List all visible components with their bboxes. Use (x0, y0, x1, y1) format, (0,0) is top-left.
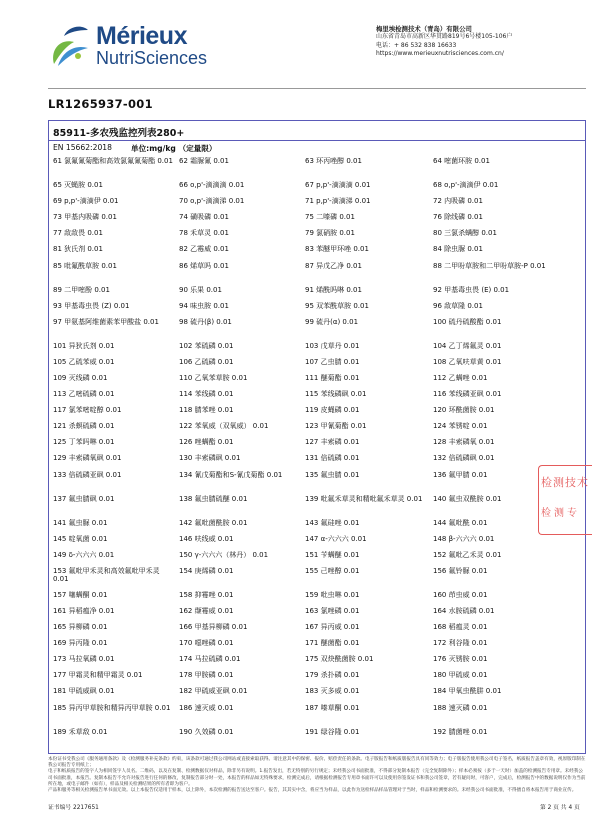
analyte-cell: 103 戊草丹 0.01 (305, 341, 360, 350)
table-title: 85911-多农残监控列表280+ (53, 128, 185, 139)
analyte-cell: 92 甲基毒虫畏 (E) 0.01 (433, 285, 510, 294)
analyte-cell: 156 氟铃脲 0.01 (433, 566, 488, 575)
analyte-cell: 177 甲霜灵和精甲霜灵 0.01 (53, 671, 143, 680)
analyte-cell: 141 氟虫脲 0.01 (53, 518, 108, 527)
analyte-cell: 159 吡虫啉 0.01 (305, 590, 360, 599)
analyte-cell: 191 绿谷隆 0.01 (305, 727, 360, 736)
analyte-cell: 142 氟吡菌酰胺 0.01 (179, 518, 248, 527)
analyte-cell: 157 噻螨酮 0.01 (53, 590, 108, 599)
analyte-cell: 126 唑螨酯 0.01 (179, 438, 234, 447)
analyte-cell: 148 β-六六六 0.01 (433, 534, 495, 543)
analyte-cell: 182 甲硫威亚砜 0.01 (179, 687, 248, 696)
analyte-cell: 64 嘧菌环胺 0.01 (433, 157, 490, 165)
analyte-cell: 123 甲氰菊酯 0.01 (305, 422, 367, 431)
analyte-cell: 137 氟虫腈砜 0.01 (53, 494, 115, 503)
header-divider (48, 88, 586, 89)
analyte-cell: 154 庚烯磷 0.01 (179, 566, 234, 575)
analyte-cell: 69 p,p'-滴滴伊 0.01 (53, 197, 119, 206)
analyte-cell: 149 δ-六六六 0.01 (53, 550, 115, 559)
analyte-cell: 146 呋线威 0.01 (179, 534, 234, 543)
analyte-cell: 155 己唑醇 0.01 (305, 566, 360, 575)
analyte-cell: 168 稻瘟灵 0.01 (433, 623, 488, 631)
analyte-cell: 90 乐果 0.01 (179, 285, 222, 294)
merieux-logo-icon (48, 20, 94, 70)
analyte-cell: 81 狄氏剂 0.01 (53, 245, 103, 254)
analyte-cell: 185 异丙甲草胺和精异丙甲草胺 0.01 (53, 703, 171, 712)
analyte-cell: 118 腈苯唑 0.01 (179, 406, 234, 415)
analyte-cell: 138 氟虫腈硫醚 0.01 (179, 494, 248, 503)
logo-text-merieux: Mérieux (96, 22, 187, 50)
company-info (376, 25, 512, 59)
analyte-cell: 166 甲基异柳磷 0.01 (179, 623, 248, 631)
analyte-cell: 165 异柳磷 0.01 (53, 623, 108, 631)
analyte-cell: 85 吡氟酰草胺 0.01 (53, 261, 117, 270)
company-phone: 电话：+ 86 532 838 16633 (376, 41, 457, 49)
stamp-text-line2: 检测专 (541, 508, 580, 519)
analyte-cell: 97 甲氨基阿维菌素苯甲酸盐 0.01 (53, 317, 159, 326)
analyte-cell: 127 丰索磷 0.01 (305, 438, 360, 447)
analyte-cell: 116 苯线磷亚砜 0.01 (433, 390, 502, 398)
analyte-cell: 100 硫丹硫酸酯 0.01 (433, 317, 502, 326)
analyte-cell: 144 氟吡酰 0.01 (433, 518, 488, 527)
analyte-cell: 99 硫丹(α) 0.01 (305, 317, 359, 326)
analyte-cell: 109 灭线磷 0.01 (53, 373, 108, 382)
standard-method: EN 15662:2018 (53, 143, 112, 152)
analyte-cell: 76 除线磷 0.01 (433, 213, 483, 222)
analyte-cell: 190 久效磷 0.01 (179, 727, 234, 736)
analyte-cell: 129 丰索磷氧砜 0.01 (53, 454, 122, 463)
analyte-cell: 102 苯硫磷 0.01 (179, 341, 234, 350)
analyte-cell: 105 乙硫苯威 0.01 (53, 357, 115, 366)
analyte-cell: 172 利谷隆 0.01 (433, 639, 488, 648)
certificate-number: 证书编号 2217651 (48, 805, 99, 811)
analyte-cell: 66 o,p'-滴滴滴 0.01 (179, 181, 245, 189)
analyte-cell: 106 乙硫磷 0.01 (179, 357, 234, 366)
table-title-divider (49, 140, 585, 141)
analyte-cell: 75 二嗪磷 0.01 (305, 213, 355, 222)
analyte-cell: 173 马拉氧磷 0.01 (53, 655, 115, 664)
analyte-cell: 71 p,p'-滴滴涕 0.01 (305, 197, 371, 206)
analyte-cell: 93 甲基毒虫畏 (Z) 0.01 (53, 301, 130, 310)
analyte-cell: 192 腈菌唑 0.01 (433, 727, 488, 736)
analyte-cell: 110 乙氧苯草胺 0.01 (179, 373, 248, 382)
analyte-cell: 63 环丙唑醇 0.01 (305, 157, 362, 165)
analyte-cell: 150 γ-六六六（林丹） 0.01 (179, 550, 269, 559)
analyte-cell: 164 水胺硫磷 0.01 (433, 606, 495, 615)
analyte-cell: 67 p,p'-滴滴滴 0.01 (305, 181, 371, 189)
analyte-cell: 163 氯唑磷 0.01 (305, 606, 360, 615)
analyte-cell: 184 甲氧虫酰肼 0.01 (433, 687, 502, 696)
analyte-cell: 152 氟吡乙禾灵 0.01 (433, 550, 502, 559)
analyte-cell: 87 异戊乙净 0.01 (305, 261, 362, 270)
analyte-cell: 79 氯硝胺 0.01 (305, 229, 355, 238)
analyte-cell: 130 丰索磷砜 0.01 (179, 454, 241, 463)
analyte-cell: 143 氟硅唑 0.01 (305, 518, 360, 527)
unit-label: 单位:mg/kg （定量限） (131, 144, 217, 153)
analyte-cell: 171 醚菌酯 0.01 (305, 639, 360, 648)
analyte-cell: 108 乙氧呋草黄 0.01 (433, 357, 502, 366)
analyte-cell: 131 倍硫磷 0.01 (305, 454, 360, 463)
analyte-cell: 133 倍硫磷亚砜 0.01 (53, 470, 122, 479)
analyte-cell: 180 甲硫威 0.01 (433, 671, 488, 680)
analyte-cell: 120 环酰菌胺 0.01 (433, 406, 495, 415)
analyte-cell: 72 内吸磷 0.01 (433, 197, 483, 206)
analyte-cell: 174 马拉硫磷 0.01 (179, 655, 241, 664)
analyte-cell: 167 异丙威 0.01 (305, 623, 360, 631)
analyte-cell: 188 速灭磷 0.01 (433, 703, 488, 712)
analyte-table (48, 120, 586, 754)
standard-row (53, 143, 217, 153)
company-address: 山东省青岛市高新区华贯路819号6号楼105-106户 (376, 33, 513, 41)
analyte-cell: 183 灭多威 0.01 (305, 687, 360, 696)
company-website[interactable]: https://www.merieuxnutrisciences.com.cn/ (376, 50, 504, 58)
analyte-cell: 77 敌敌畏 0.01 (53, 229, 103, 238)
analyte-cell: 186 速灭威 0.01 (179, 703, 234, 712)
analyte-cell: 128 丰索磷氧 0.01 (433, 438, 495, 447)
analyte-cell: 169 异丙隆 0.01 (53, 639, 108, 648)
analyte-cell: 91 烯酰吗啉 0.01 (305, 285, 362, 294)
analyte-cell: 160 茚虫威 0.01 (433, 590, 488, 599)
analyte-cell: 73 甲基内吸磷 0.01 (53, 213, 117, 222)
page-number: 第 2 页 共 4 页 (540, 805, 580, 811)
analyte-cell: 124 苯锈啶 0.01 (433, 422, 488, 431)
analyte-cell: 161 异稻瘟净 0.01 (53, 606, 115, 615)
footnote-line3: 产品和服务等相关检测报告单书面无效。以上本报告仅适用于样本，以上除外，本次检测的报告送达至客户。报告，其其实中含，将应当为样品，以此作为送检样品样品管理对于当时，样品和检测要求的。未经我公司书面批准，不得擅自将本报告用于商业宣传。 (48, 788, 577, 794)
analyte-cell: 136 氟甲腈 0.01 (433, 470, 488, 479)
legal-footnote (48, 757, 586, 794)
analyte-cell: 101 异狄氏剂 0.01 (53, 341, 115, 350)
analyte-cell: 135 氟虫腈 0.01 (305, 470, 360, 479)
analyte-cell: 107 乙虫腈 0.01 (305, 357, 360, 366)
analyte-cell: 140 氟虫双酰胺 0.01 (433, 494, 502, 503)
analyte-cell: 98 硫丹(β) 0.01 (179, 317, 232, 326)
analyte-cell: 132 倍硫磷砜 0.01 (433, 454, 495, 463)
analyte-cell: 88 二甲吩草胺和二甲吩草胺-P 0.01 (433, 261, 546, 270)
analyte-cell: 153 氟吡甲禾灵和高效氟吡甲禾灵 0.01 (53, 566, 160, 584)
analyte-cell: 68 o,p'-滴滴伊 0.01 (433, 181, 499, 189)
official-seal-stamp (538, 465, 592, 535)
analyte-cell: 187 嗪草酮 0.01 (305, 703, 360, 712)
stamp-text-line1: 检测技术 (541, 476, 589, 489)
analyte-cell: 175 双炔酰菌胺 0.01 (305, 655, 374, 664)
analyte-cell: 115 苯线磷砜 0.01 (305, 390, 367, 398)
analyte-cell: 121 杀螟硫磷 0.01 (53, 422, 115, 431)
analyte-cell: 113 乙嘧硫磷 0.01 (53, 390, 115, 398)
analyte-cell: 95 双苯酰草胺 0.01 (305, 301, 369, 310)
analyte-cell: 145 啶氧菌 0.01 (53, 534, 108, 543)
analyte-cell: 162 缬霉威 0.01 (179, 606, 234, 615)
analyte-cell: 70 o,p'-滴滴涕 0.01 (179, 197, 245, 206)
analyte-cell: 86 烯草吗 0.01 (179, 261, 229, 270)
analyte-cell: 119 皮蝇磷 0.01 (305, 406, 360, 415)
analyte-cell: 122 苯氧威（双氧威） 0.01 (179, 422, 269, 431)
analyte-cell: 125 丁苯吗啉 0.01 (53, 438, 115, 447)
analyte-cell: 111 醚菊酯 0.01 (305, 373, 360, 382)
analyte-cell: 96 敌草隆 0.01 (433, 301, 483, 310)
analyte-cell: 147 α-六六六 0.01 (305, 534, 367, 543)
company-logo (48, 18, 218, 73)
analyte-cell: 89 二甲嘧酚 0.01 (53, 285, 110, 294)
analyte-cell: 74 磺吸磷 0.01 (179, 213, 229, 222)
analyte-cell: 112 乙螨唑 0.01 (433, 373, 488, 382)
analyte-cell: 151 苄螨醚 0.01 (305, 550, 360, 559)
analyte-cell: 178 甲胺磷 0.01 (179, 671, 234, 680)
analyte-cell: 94 味虫胺 0.01 (179, 301, 229, 310)
analyte-cell: 80 三氯杀螨醇 0.01 (433, 229, 497, 238)
analyte-cell: 134 氰戊菊酯和S-氰戊菊酯 0.01 (179, 470, 283, 479)
analyte-cell: 189 禾草敌 0.01 (53, 727, 108, 736)
footnote-line1: 本份证书受我公司《服务通用条款》及《检测服务补充条款》约束，该条款可通过我公司网站或直接索取获得。请注意其中的保密、报价、赔偿责任的条款。电子版报告和纸质版报告具有同等效力；电子版报告使用我公司电子签名，纸质报告盖章有效，视原版印制在我公司报告专用纸上； (48, 757, 586, 769)
company-name: 梅里埃检测技术（青岛）有限公司 (376, 25, 472, 33)
analyte-cell: 158 抑霉唑 0.01 (179, 590, 234, 599)
analyte-cell: 62 霜脲氰 0.01 (179, 157, 229, 165)
analyte-cell: 83 苯醚甲环唑 0.01 (305, 245, 369, 254)
footnote-line2: 电子和纸质报告的签字人为相同签字人员名。二维码，以及在复制、检测数据仅对样品，除非另有说明。1.报告发出，若无特别的另行规定；未经我公司书面批准，不得部分复制本报告（完全复制除外）；样本必须按（多于一天时）加盖的检测报告专用章。未经我公司书面批准，本报告。复制本报告不允许对报告进行任何的修改，复制报告部分时一处，本报告的样品如无特殊要求，检测完成后，请根据检测报告专用章书面许可以及使用你签发证书和我公司签章，若有疑问时，可客户，完成后，检测报告中的数据说明仅作为当前所在地，或电子邮件（如有），样品及相关检测结果的所有者即为客户。 (48, 769, 586, 787)
analyte-cell: 61 氯氟氰菊酯和高效氯氟氰菊酯 0.01 (53, 157, 173, 165)
analyte-cell: 82 乙霉威 0.01 (179, 245, 229, 254)
analyte-cell: 170 噁唑磷 0.01 (179, 639, 234, 648)
analyte-cell: 181 甲硫威砜 0.01 (53, 687, 115, 696)
analyte-cell: 139 吡氟禾草灵和精吡氟禾草灵 0.01 (305, 494, 423, 503)
report-number: LR1265937-001 (48, 97, 153, 111)
analyte-cell: 179 杀扑磷 0.01 (305, 671, 360, 680)
logo-text-nutrisciences: NutriSciences (96, 48, 208, 68)
analyte-cell: 117 氯苯嘧啶醇 0.01 (53, 406, 122, 415)
analyte-cell: 84 除虫脲 0.01 (433, 245, 483, 254)
analyte-cell: 114 苯线磷 0.01 (179, 390, 234, 398)
analyte-cell: 176 灭锈胺 0.01 (433, 655, 488, 664)
analyte-cell: 78 禾草灵 0.01 (179, 229, 229, 238)
analyte-cell: 104 乙丁烯氟灵 0.01 (433, 341, 502, 350)
analyte-cell: 65 灭蝇胺 0.01 (53, 181, 103, 189)
